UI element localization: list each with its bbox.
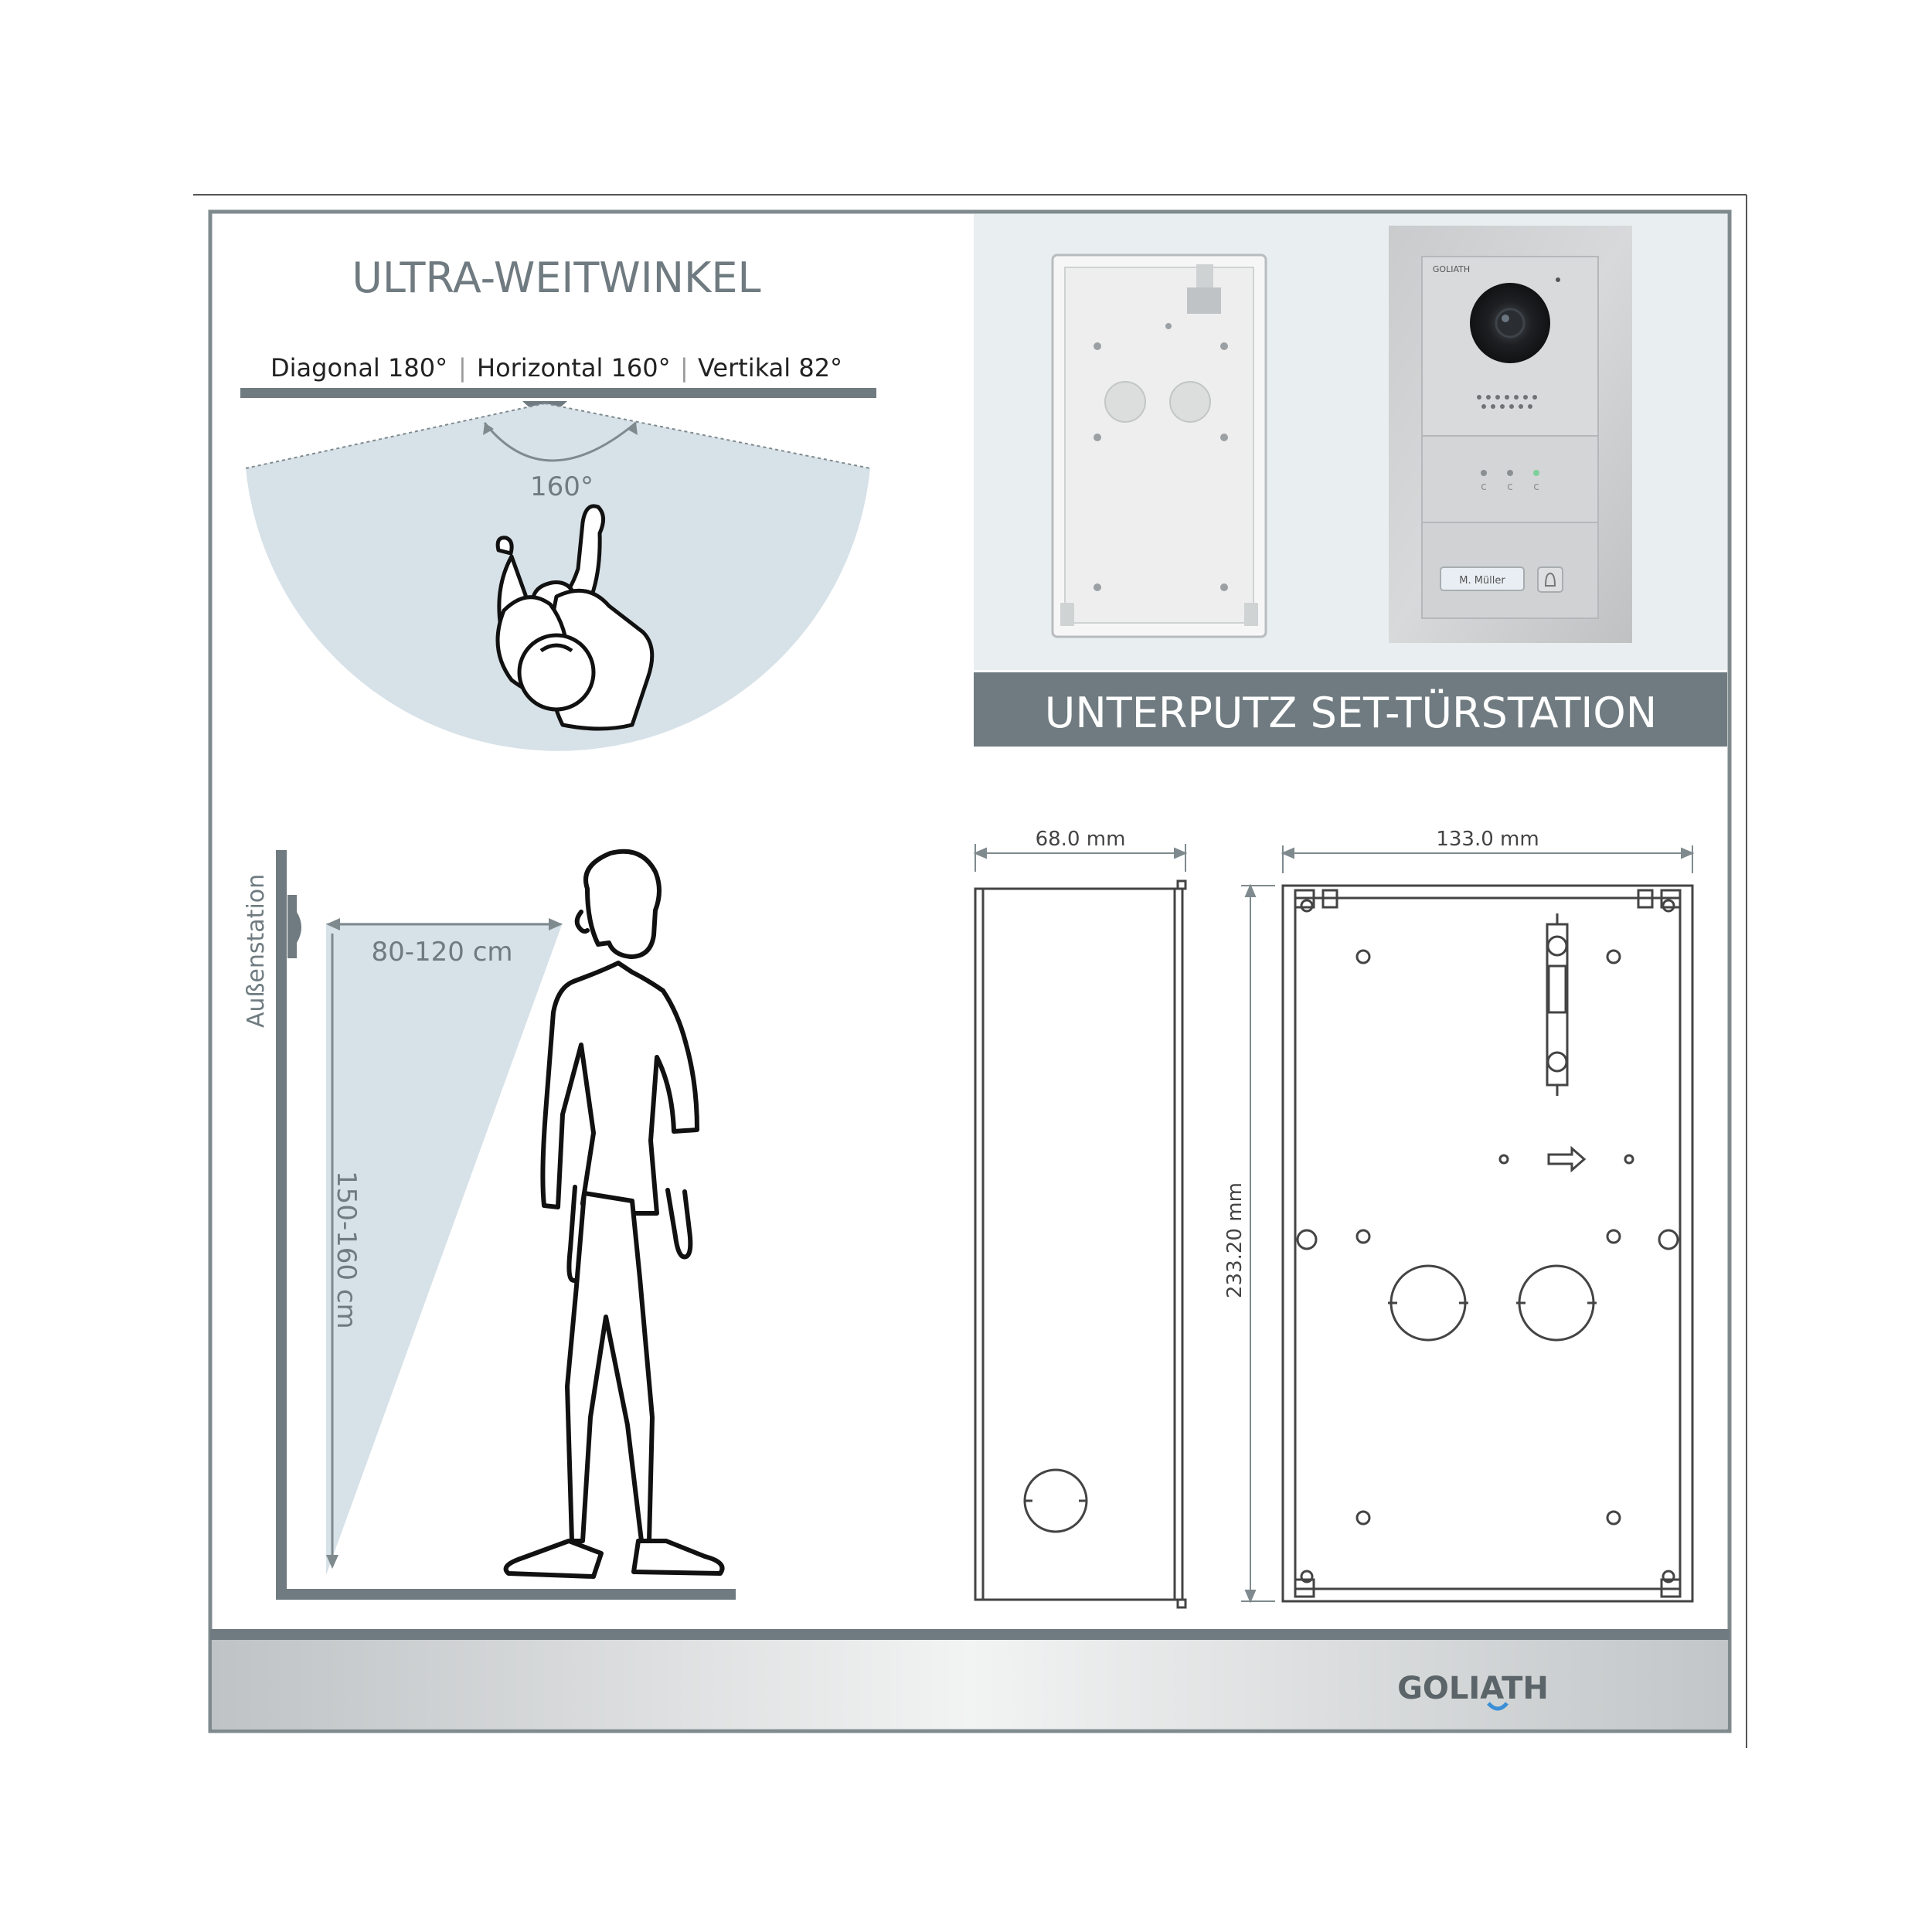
outdoor-station [287, 895, 297, 958]
knockout-hole [1025, 1470, 1087, 1532]
height-dim-label: 233.20 mm [1223, 1182, 1247, 1298]
spec-diagonal: Diagonal 180° [270, 353, 448, 383]
angle-label: 160° [530, 471, 594, 502]
plate-brand: GOLIATH [1432, 264, 1471, 274]
product-section [974, 214, 1727, 747]
spec-vertical: Vertikal 82° [698, 353, 843, 383]
backbox-photo [1053, 255, 1266, 637]
mounting-section [243, 850, 736, 1600]
height-label: 150-160 cm [331, 1171, 362, 1329]
spec-separator: | [680, 353, 689, 383]
side-view [975, 881, 1185, 1607]
spec-horizontal: Horizontal 160° [477, 353, 671, 383]
wall-bar [240, 388, 876, 398]
spec-separator: | [458, 353, 467, 383]
dimension-section [975, 828, 1692, 1607]
front-view [1283, 886, 1692, 1601]
door-station-photo [1389, 226, 1632, 643]
cable-hole-left [1391, 1266, 1465, 1340]
fov-specs [270, 353, 842, 383]
banner-title: UNTERPUTZ SET-TÜRSTATION [1044, 689, 1658, 737]
wide-angle-title: ULTRA-WEITWINKEL [352, 253, 761, 302]
svg-text:c: c [1481, 481, 1487, 493]
width-label: 133.0 mm [1436, 828, 1539, 851]
footer-logo: GOLIATH [1397, 1671, 1549, 1706]
wall-line [276, 850, 287, 1600]
bell-button [1538, 567, 1563, 592]
distance-label: 80-120 cm [371, 937, 513, 968]
footer [210, 1629, 1730, 1729]
arrow-icon [1549, 1148, 1584, 1170]
wide-angle-section [240, 253, 876, 751]
floor-line [276, 1589, 736, 1600]
svg-text:c: c [1533, 481, 1539, 493]
depth-label: 68.0 mm [1035, 828, 1126, 851]
cable-hole-right [1519, 1266, 1594, 1340]
name-plate-text: M. Müller [1459, 575, 1505, 587]
station-label: Außenstation [243, 873, 270, 1028]
svg-text:c: c [1507, 481, 1513, 493]
